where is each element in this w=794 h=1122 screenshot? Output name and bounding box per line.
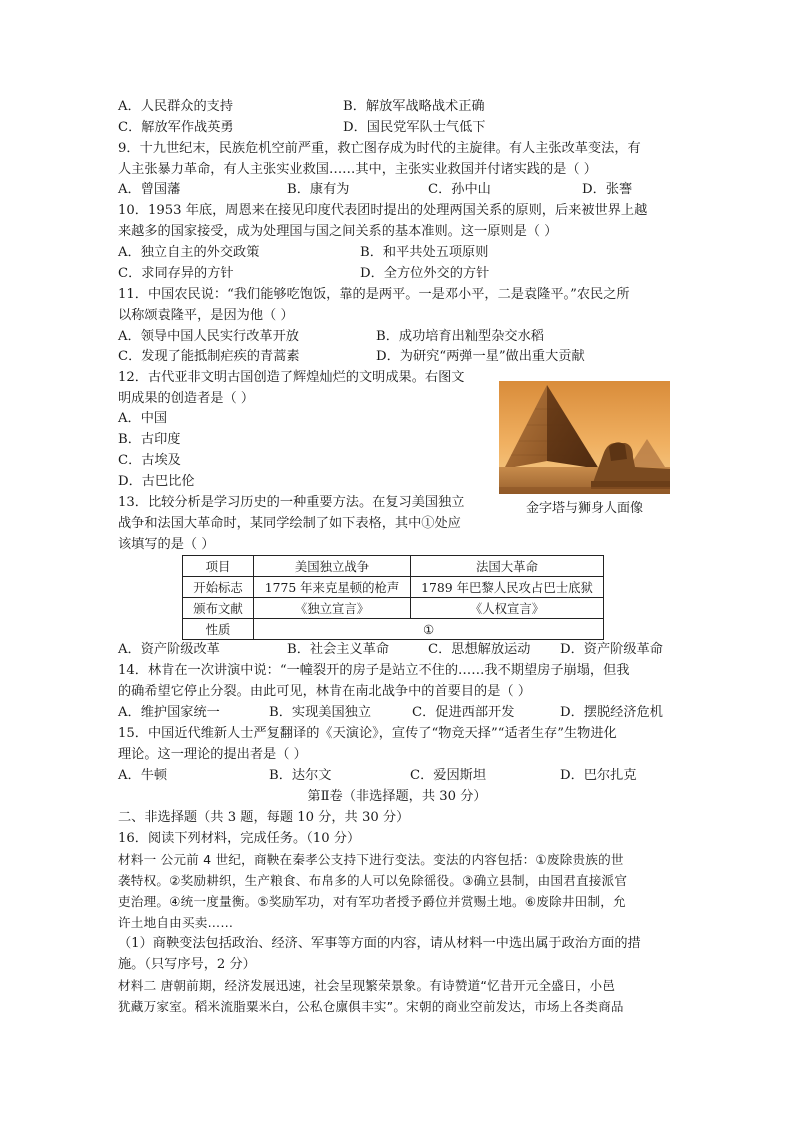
q12-option-a: A．中国 — [118, 411, 168, 426]
q10-option-d: D．全方位外交的方针 — [360, 266, 490, 281]
table-cell: 美国独立战争 — [254, 556, 411, 577]
table-cell: 性质 — [183, 619, 254, 640]
q13-stem-line1: 13．比较分析是学习历史的一种重要方法。在复习美国独立 — [118, 495, 465, 510]
table-cell: 项目 — [183, 556, 254, 577]
table-cell: 1789 年巴黎人民攻占巴士底狱 — [411, 577, 604, 598]
q12-option-b: B．古印度 — [118, 432, 181, 447]
q13-stem-line2: 战争和法国大革命时，某同学绘制了如下表格，其中①处应 — [118, 516, 461, 531]
q14-stem-line1: 14．林肯在一次讲演中说：“一幢裂开的房子是站立不住的……我不期望房子崩塌，但我 — [118, 663, 630, 678]
q9-stem-line2: 人主张暴力革命，有人主张实业救国……其中，主张实业救国并付诸实践的是（ ） — [118, 162, 597, 177]
q10-stem-line1: 10．1953 年底，周恩来在接见印度代表团时提出的处理两国关系的原则，后来被世界上越 — [118, 203, 648, 218]
q9-option-c: C．孙中山 — [428, 182, 491, 197]
table-cell: 《独立宣言》 — [254, 598, 411, 619]
q16-task1-line2: 施。（只写序号，2 分） — [118, 957, 256, 972]
q13-option-a: A．资产阶级改革 — [118, 642, 220, 657]
q10-option-c: C．求同存异的方针 — [118, 266, 234, 281]
q11-option-c: C．发现了能抵制疟疾的青蒿素 — [118, 349, 300, 364]
q14-stem-line2: 的确希望它停止分裂。由此可见，林肯在南北战争中的首要目的是（ ） — [118, 684, 532, 699]
q13-option-d: D．资产阶级革命 — [560, 642, 663, 657]
q12-stem-line1: 12．古代亚非文明古国创造了辉煌灿烂的文明成果。右图文 — [118, 370, 465, 385]
q9-option-d: D．张謇 — [582, 182, 633, 197]
q9-stem-line1: 9．十九世纪末，民族危机空前严重，救亡图存成为时代的主旋律。有人主张改革变法，有 — [118, 141, 641, 156]
q10-option-a: A．独立自主的外交政策 — [118, 245, 260, 260]
q15-option-a: A．牛顿 — [118, 768, 168, 783]
part2-title: 第Ⅱ卷（非选择题，共 30 分） — [307, 789, 487, 804]
q11-stem-line1: 11．中国农民说：“我们能够吃饱饭，靠的是两平。一是邓小平，二是袁隆平。”农民之所 — [118, 287, 630, 302]
q12-option-c: C．古埃及 — [118, 453, 181, 468]
q16-material1-line2: 袭特权。②奖励耕织，生产粮食、布帛多的人可以免除徭役。③确立县制，由国君直接派官 — [118, 873, 628, 888]
q11-option-a: A．领导中国人民实行改革开放 — [118, 329, 299, 344]
photo-caption: 金字塔与狮身人面像 — [525, 501, 643, 516]
q15-option-d: D．巴尔扎克 — [560, 768, 637, 783]
q14-option-a: A．维护国家统一 — [118, 705, 220, 720]
table-cell: 法国大革命 — [411, 556, 604, 577]
comparison-table — [182, 555, 604, 640]
q16-material2-line2: 犹藏万家室。稻米流脂粟米白，公私仓廪俱丰实”。宋朝的商业空前发达，市场上各类商品 — [118, 999, 624, 1014]
q11-option-b: B．成功培育出籼型杂交水稻 — [376, 329, 544, 344]
q11-stem-line2: 以称颂袁隆平，是因为他（ ） — [118, 308, 294, 323]
q8-option-c: C．解放军作战英勇 — [118, 120, 234, 135]
q13-stem-line3: 该填写的是（ ） — [118, 537, 215, 552]
q8-option-b: B．解放军战略战术正确 — [343, 99, 485, 114]
q15-stem-line1: 15．中国近代维新人士严复翻译的《天演论》，宣传了“物竞天择”“适者生存”生物进化 — [118, 726, 617, 741]
pyramid-sphinx-photo — [499, 381, 670, 494]
q8-option-a: A．人民群众的支持 — [118, 99, 234, 114]
q16-title: 16．阅读下列材料，完成任务。（10 分） — [118, 831, 361, 846]
q16-material1-line1: 材料一 公元前 4 世纪，商鞅在秦孝公支持下进行变法。变法的内容包括：①废除贵族的世 — [118, 852, 624, 867]
q15-option-c: C．爱因斯坦 — [410, 768, 487, 783]
q15-stem-line2: 理论。这一理论的提出者是（ ） — [118, 747, 307, 762]
q15-option-b: B．达尔文 — [269, 768, 332, 783]
q13-option-b: B．社会主义革命 — [287, 642, 390, 657]
q14-option-b: B．实现美国独立 — [269, 705, 372, 720]
q10-option-b: B．和平共处五项原则 — [360, 245, 489, 260]
table-cell-blank: ① — [254, 619, 604, 640]
table-row — [183, 556, 604, 577]
table-cell: 1775 年来克星顿的枪声 — [254, 577, 411, 598]
section2-title: 二、非选择题（共 3 题，每题 10 分，共 30 分） — [118, 810, 410, 825]
q14-option-d: D．摆脱经济危机 — [560, 705, 663, 720]
q16-task1-line1: （1）商鞅变法包括政治、经济、军事等方面的内容，请从材料一中选出属于政治方面的措 — [118, 936, 641, 951]
q11-option-d: D．为研究“两弹一星”做出重大贡献 — [376, 349, 585, 364]
q10-stem-line2: 来越多的国家接受，成为处理国与国之间关系的基本准则。这一原则是（ ） — [118, 224, 558, 239]
q12-option-d: D．古巴比伦 — [118, 474, 195, 489]
table-row — [183, 598, 604, 619]
q13-option-c: C．思想解放运动 — [428, 642, 531, 657]
q12-stem-line2: 明成果的创造者是（ ） — [118, 391, 255, 406]
table-row — [183, 577, 604, 598]
table-cell: 颁布文献 — [183, 598, 254, 619]
q16-material1-line4: 许土地自由买卖…… — [118, 915, 234, 930]
q16-material2-line1: 材料二 唐朝前期，经济发展迅速，社会呈现繁荣景象。有诗赞道“忆昔开元全盛日，小邑 — [118, 978, 616, 993]
q9-option-b: B．康有为 — [287, 182, 350, 197]
table-row — [183, 619, 604, 640]
table-cell: 开始标志 — [183, 577, 254, 598]
q14-option-c: C．促进西部开发 — [412, 705, 515, 720]
q16-material1-line3: 吏治理。④统一度量衡。⑤奖励军功，对有军功者授予爵位并赏赐土地。⑥废除井田制，允 — [118, 894, 626, 909]
q9-option-a: A．曾国藩 — [118, 182, 181, 197]
table-cell: 《人权宣言》 — [411, 598, 604, 619]
q8-option-d: D．国民党军队士气低下 — [343, 120, 486, 135]
